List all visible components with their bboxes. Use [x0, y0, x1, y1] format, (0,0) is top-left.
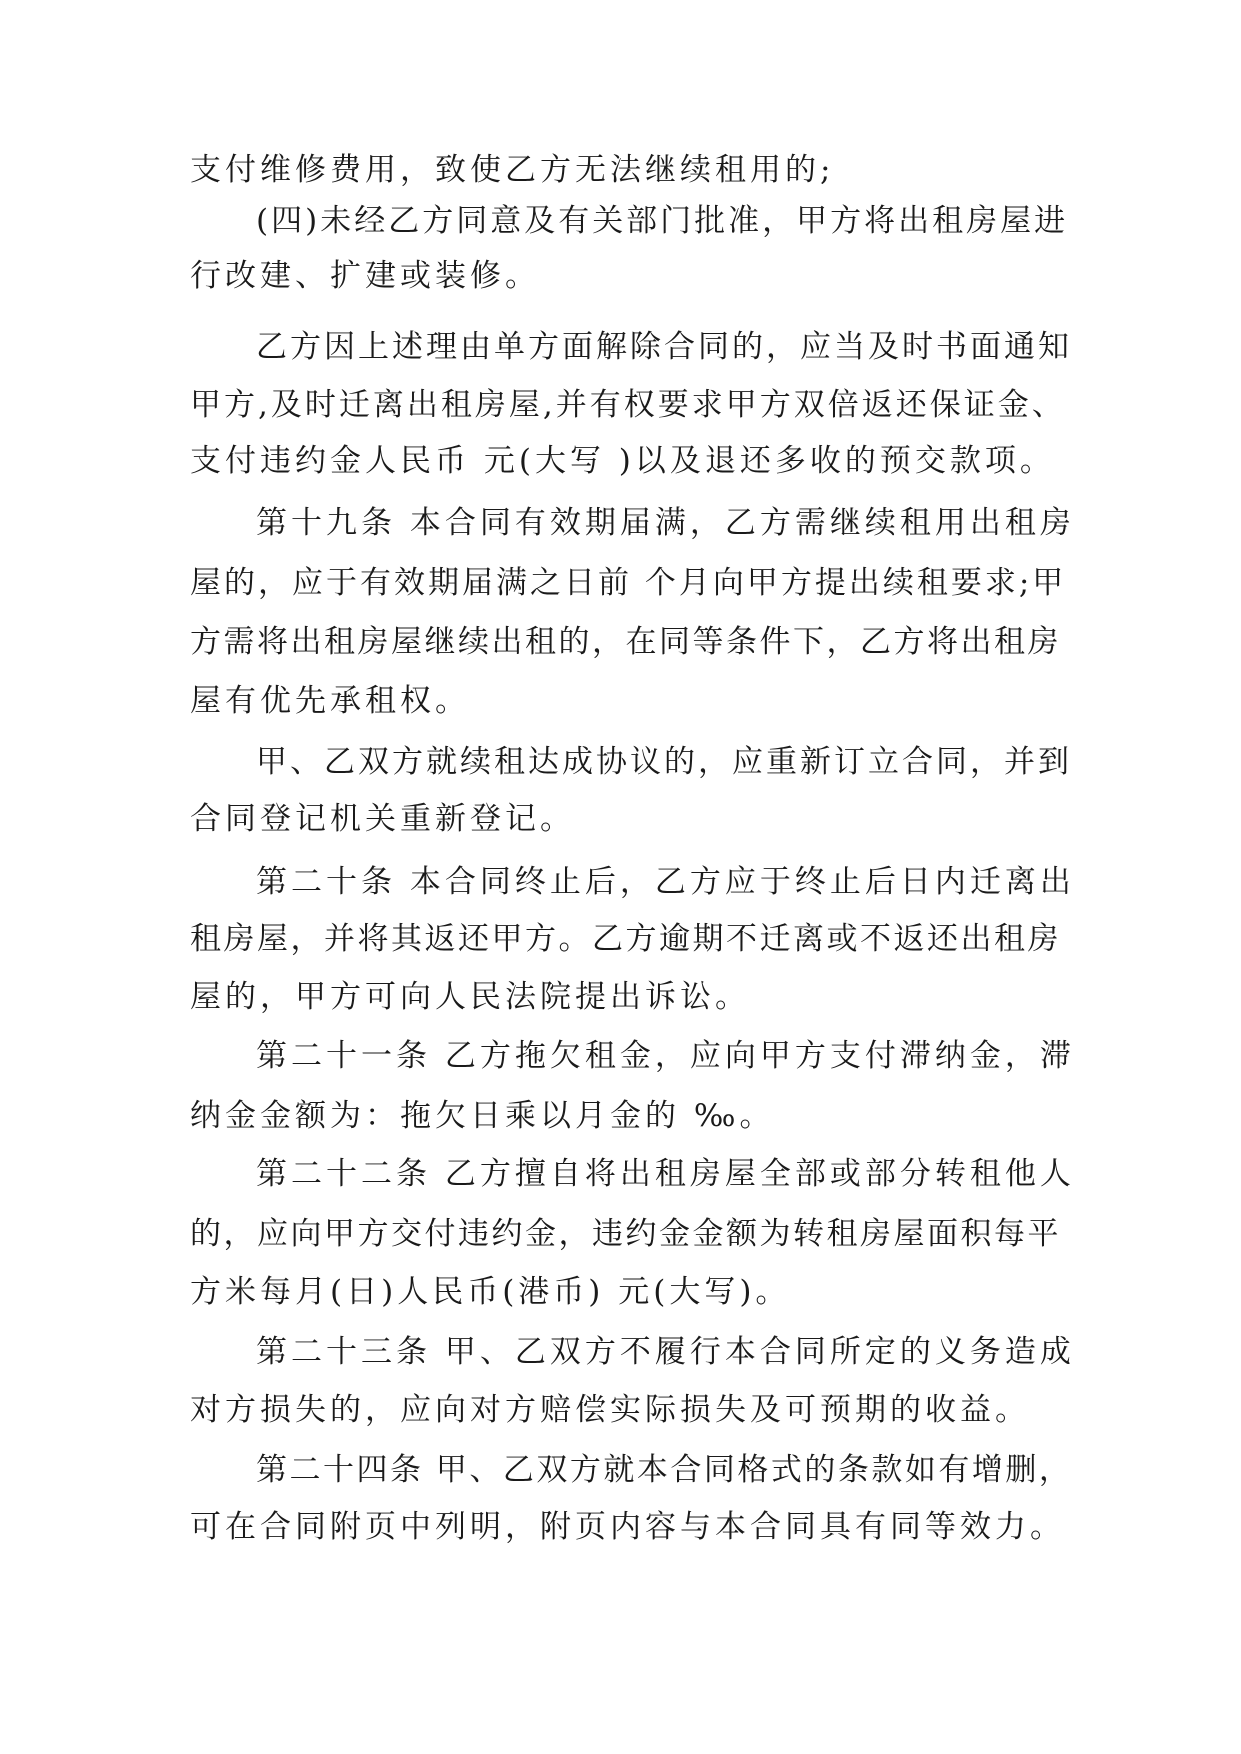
text-line: 屋有优先承租权。 — [190, 683, 470, 719]
text-line: 租房屋，并将其返还甲方。乙方逾期不迁离或不返还出租房 — [190, 921, 1061, 957]
text-line: 第二十二条 乙方擅自将出租房屋全部或部分转租他人 — [256, 1156, 1075, 1192]
text-line: 方需将出租房屋继续出租的，在同等条件下，乙方将出租房 — [190, 624, 1061, 660]
text-line: (四)未经乙方同意及有关部门批准，甲方将出租房屋进 — [256, 203, 1069, 239]
text-line: 屋的，应于有效期届满之日前 个月向甲方提出续租要求;甲 — [190, 565, 1067, 601]
text-line: 第十九条 本合同有效期届满，乙方需继续租用出租房 — [256, 505, 1075, 541]
text-line: 纳金金额为：拖欠日乘以月金的 ‰。 — [190, 1098, 775, 1134]
text-line: 屋的，甲方可向人民法院提出诉讼。 — [190, 979, 750, 1015]
text-line: 可在合同附页中列明，附页内容与本合同具有同等效力。 — [190, 1509, 1065, 1545]
text-line: 乙方因上述理由单方面解除合同的，应当及时书面通知 — [256, 329, 1072, 365]
text-line: 方米每月(日)人民币(港币) 元(大写)。 — [190, 1274, 791, 1310]
text-line: 第二十条 本合同终止后，乙方应于终止后日内迁离出 — [256, 864, 1075, 900]
text-line: 甲、乙双方就续租达成协议的，应重新订立合同，并到 — [256, 744, 1072, 780]
text-line: 支付维修费用，致使乙方无法继续租用的; — [190, 152, 835, 188]
text-line: 支付违约金人民币 元(大写 )以及退还多收的预交款项。 — [190, 443, 1055, 479]
text-line: 第二十四条 甲、乙双方就本合同格式的条款如有增删， — [256, 1452, 1073, 1488]
text-line: 行改建、扩建或装修。 — [190, 258, 540, 294]
text-line: 第二十一条 乙方拖欠租金，应向甲方支付滞纳金，滞 — [256, 1038, 1075, 1074]
text-line: 合同登记机关重新登记。 — [190, 801, 575, 837]
text-line: 第二十三条 甲、乙双方不履行本合同所定的义务造成 — [256, 1334, 1075, 1370]
text-line: 的，应向甲方交付违约金，违约金金额为转租房屋面积每平 — [190, 1216, 1061, 1252]
text-line: 对方损失的，应向对方赔偿实际损失及可预期的收益。 — [190, 1392, 1030, 1428]
text-line: 甲方,及时迁离出租房屋,并有权要求甲方双倍返还保证金、 — [190, 387, 1066, 423]
